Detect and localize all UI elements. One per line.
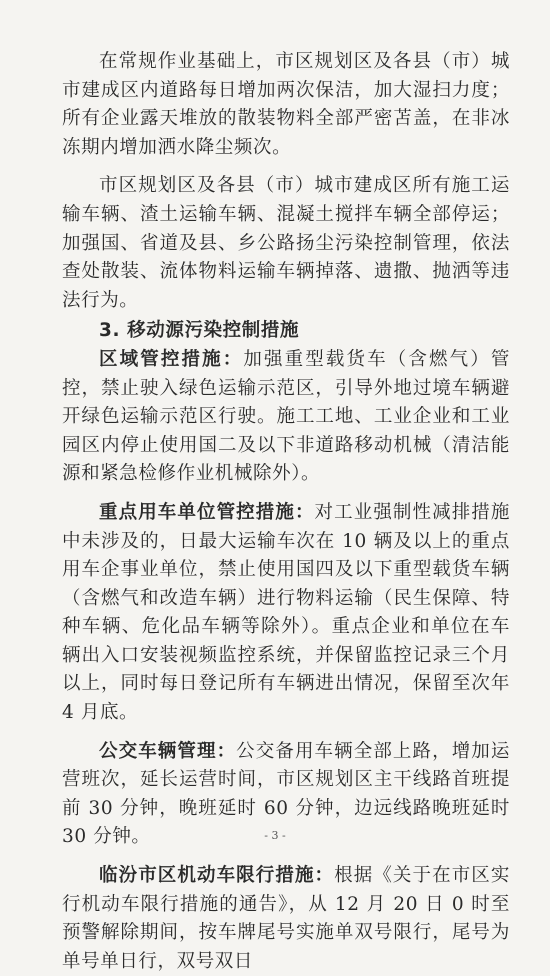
text-bus-management: 公交备用车辆全部上路，增加运营班次，延长运营时间，市区规划区主干线路首班提前 30 分钟，晚班延时 60 分钟，边远线路晚班延时 30 分钟。 <box>62 740 511 848</box>
paragraph-key-units-control <box>62 499 510 728</box>
lead-vehicle-restriction: 临汾市区机动车限行措施： <box>99 865 335 887</box>
lead-regional-control: 区域管控措施： <box>99 348 244 370</box>
text-regional-control: 加强重型载货车（含燃气）管控，禁止驶入绿色运输示范区，引导外地过境车辆避开绿色运输示范区行驶。施工工地、工业企业和工业园区内停止使用国二及以下非道路移动机械（清洁能源和紧急检修作业机械除外）。 <box>62 348 510 485</box>
section-heading-mobile-source: 3. 移动源污染控制措施 <box>99 320 300 342</box>
lead-key-units-control: 重点用车单位管控措施： <box>99 501 315 523</box>
page-number: - 3 - <box>264 829 286 842</box>
paragraph-vehicle-restriction <box>62 862 510 976</box>
paragraph-regional-control <box>62 346 510 489</box>
text-key-units-control: 对工业强制性减排措施中未涉及的，日最大运输车次在 10 辆及以上的重点用车企事业单位，禁止使用国四及以下重型载货车辆（含燃气和改造车辆）进行物料运输（民生保障、特种车辆、危化品车辆等除外）。重点企业和单位在车辆出入口安装视频监控系统，并保留监控记录三个月以上，同时每日登记所有车辆进出情况，保留至次年 4 月底。 <box>62 501 510 724</box>
paragraph-construction-vehicles: 市区规划区及各县（市）城市建成区所有施工运输车辆、渣土运输车辆、混凝土搅拌车辆全部停运；加强国、省道及县、乡公路扬尘污染控制管理，依法查处散装、流体物料运输车辆掉落、遗撒、抛洒等违法行为。 <box>62 175 510 311</box>
lead-bus-management: 公交车辆管理： <box>99 740 237 762</box>
text-vehicle-restriction: 根据《关于在市区实行机动车限行措施的通告》，从 12 月 20 日 0 时至预警解除期间，按车牌尾号实施单双号限行，尾号为单号单日行，双号双日 <box>62 865 510 972</box>
paragraph-road-cleaning: 在常规作业基础上，市区规划区及各县（市）城市建成区内道路每日增加两次保洁，加大湿扫力度；所有企业露天堆放的散装物料全部严密苫盖，在非冰冻期内增加洒水降尘频次。 <box>62 51 510 158</box>
